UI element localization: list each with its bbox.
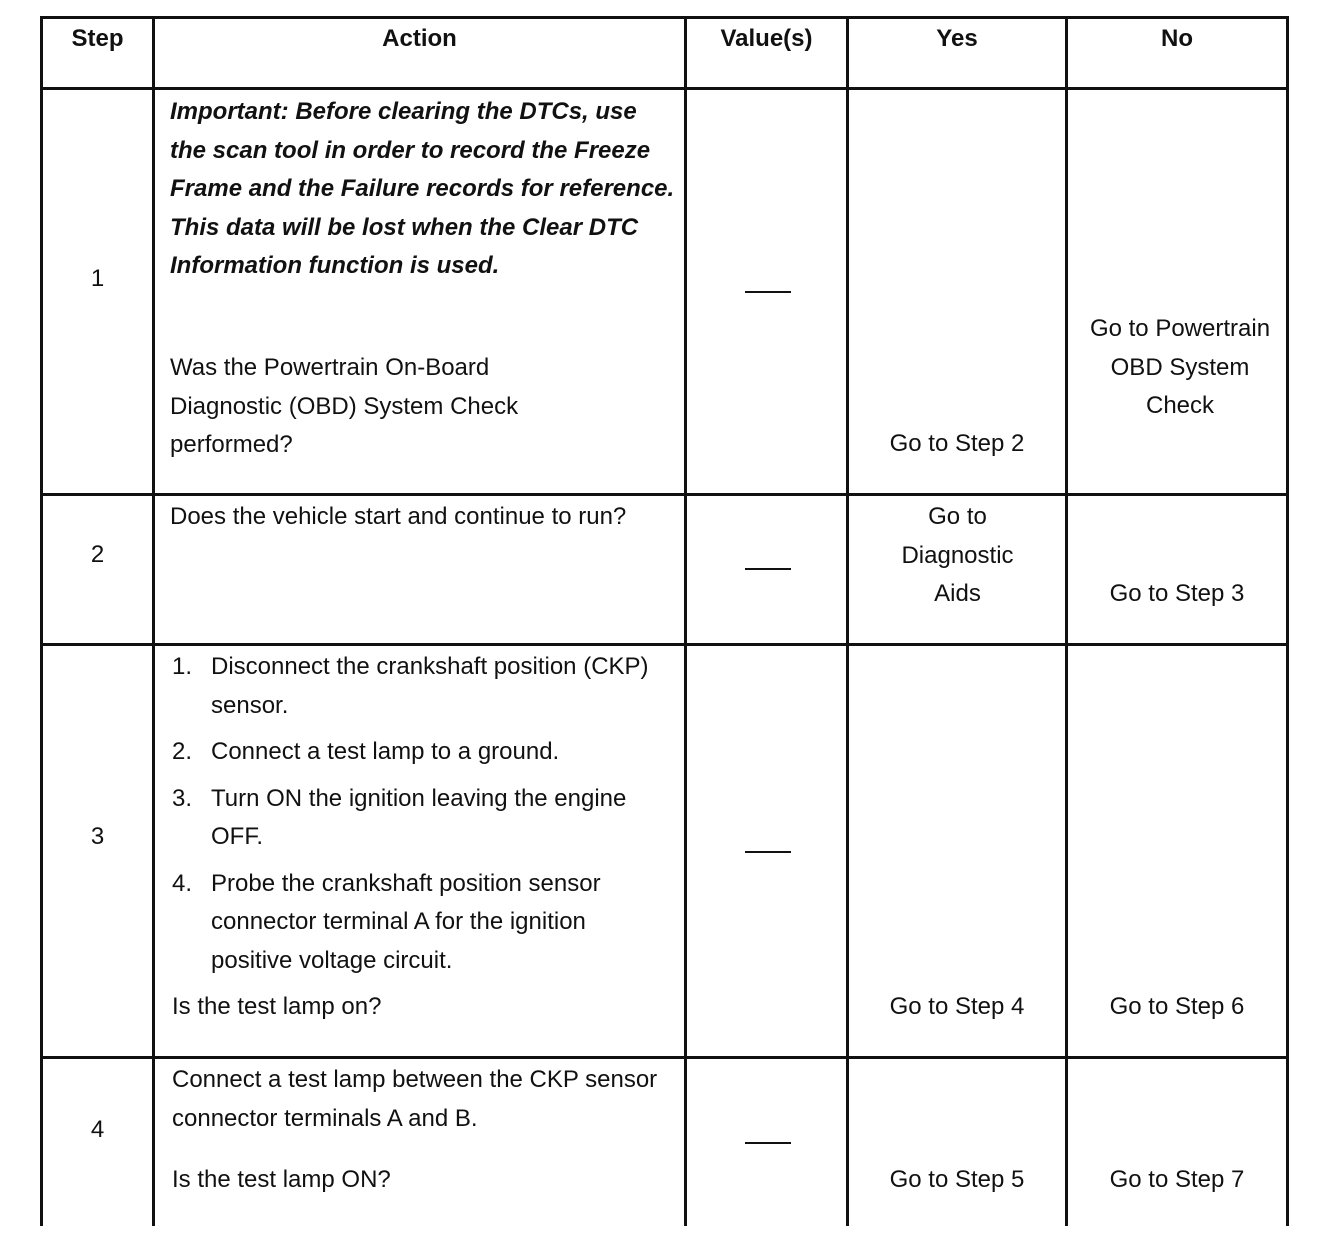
table-border-right <box>1286 16 1289 1226</box>
value-dash <box>745 1142 791 1144</box>
action-question: Is the test lamp ON? <box>172 1166 391 1193</box>
table-border-left <box>40 16 43 1226</box>
list-item-number: 1. <box>172 653 193 680</box>
yes-result: Go to Step 4 <box>889 993 1025 1020</box>
yes-result: Go to Step 5 <box>889 1166 1025 1193</box>
action-question: Was the Powertrain On-Board Diagnostic (OBD) System Check performed? <box>170 354 519 458</box>
important-note: Important: Before clearing the DTCs, use the scan tool in order to record the Freeze Frame and the Failure records for reference. This data will be lost when the Clear DTC Information function is used. <box>170 98 675 279</box>
column-divider-step <box>152 16 155 1226</box>
list-item <box>172 780 672 857</box>
action-question: Does the vehicle start and continue to run? <box>170 503 627 530</box>
list-item-text: Connect a test lamp to a ground. <box>211 738 560 765</box>
list-item <box>172 865 672 981</box>
value-dash <box>745 291 791 293</box>
header-divider <box>40 87 1289 90</box>
list-item <box>172 648 672 725</box>
list-item-number: 4. <box>172 869 193 897</box>
column-divider-action <box>684 16 687 1226</box>
step-number: 4 <box>90 1116 105 1143</box>
yes-result: Go to Diagnostic Aids <box>901 503 1014 607</box>
header-yes: Yes <box>936 25 978 52</box>
no-result: Go to Step 6 <box>1109 993 1245 1020</box>
no-result: Go to Step 7 <box>1109 1166 1245 1193</box>
action-instruction: Connect a test lamp between the CKP sensor connector terminals A and B. <box>172 1066 658 1132</box>
value-dash <box>745 568 791 570</box>
list-item-text: Probe the crankshaft position sensor connector terminal A for the ignition positive voltage circuit. <box>211 869 601 974</box>
list-item <box>172 733 672 772</box>
value-dash <box>745 851 791 853</box>
column-divider-yes <box>1065 16 1068 1226</box>
list-item-text: Disconnect the crankshaft position (CKP) sensor. <box>211 653 649 719</box>
header-action: Action <box>382 25 457 52</box>
header-values: Value(s) <box>720 25 813 52</box>
diagnostic-table <box>40 16 1289 1226</box>
step-number: 2 <box>90 541 105 568</box>
yes-result: Go to Step 2 <box>889 430 1025 457</box>
row-divider <box>40 643 1289 646</box>
list-item-number: 3. <box>172 784 193 812</box>
no-result: Go to Powertrain OBD System Check <box>1089 315 1271 419</box>
action-steps <box>172 648 672 988</box>
header-no: No <box>1161 25 1193 52</box>
list-item-text: Turn ON the ignition leaving the engine OFF. <box>211 784 627 850</box>
step-number: 1 <box>90 265 105 292</box>
no-result: Go to Step 3 <box>1109 580 1245 607</box>
step-number: 3 <box>90 823 105 850</box>
table-border-top <box>40 16 1289 19</box>
header-step: Step <box>71 25 124 52</box>
row-divider <box>40 493 1289 496</box>
list-item-number: 2. <box>172 738 193 765</box>
row-divider <box>40 1056 1289 1059</box>
column-divider-values <box>846 16 849 1226</box>
action-question: Is the test lamp on? <box>172 993 382 1020</box>
